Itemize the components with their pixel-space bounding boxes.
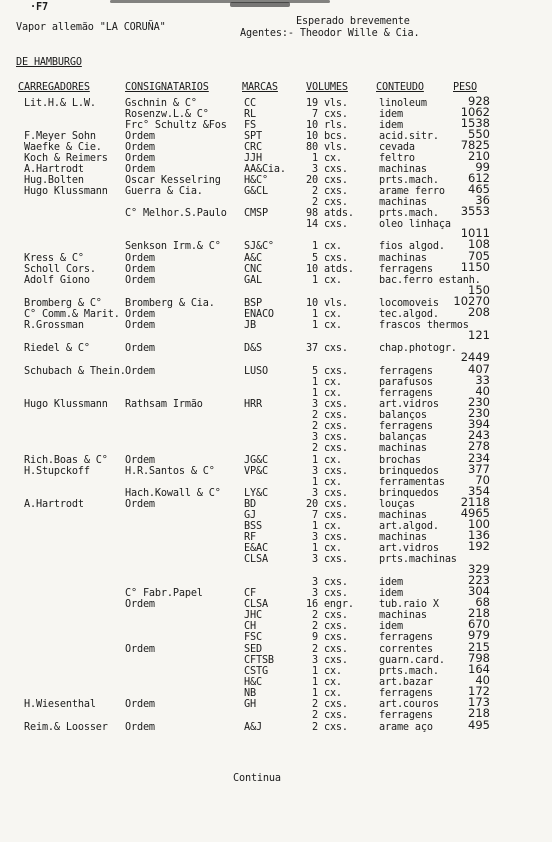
shipper-cell: Hugo Klussmann: [24, 186, 108, 197]
shipper-cell: R.Grossman: [24, 320, 84, 331]
origin-heading: DE HAMBURGO: [16, 57, 82, 68]
mark-cell: RF: [244, 532, 256, 543]
weight-cell: 7825: [460, 138, 490, 152]
volumes-cell: 1 cx.: [312, 309, 342, 320]
weight-cell: 243: [468, 428, 490, 442]
content-cell: ferragens: [379, 421, 433, 432]
mark-cell: GAL: [244, 275, 262, 286]
content-cell: idem: [379, 577, 403, 588]
content-cell: machinas: [379, 510, 427, 521]
shipper-cell: Schubach & Thein.: [24, 366, 126, 377]
volumes-cell: 10 atds.: [306, 264, 354, 275]
mark-cell: CLSA: [244, 599, 268, 610]
shipper-cell: Rich.Boas & C°: [24, 455, 108, 466]
mark-cell: CFTSB: [244, 655, 274, 666]
weight-cell: 172: [468, 684, 490, 698]
volumes-cell: 2 cxs.: [312, 710, 348, 721]
content-cell: machinas: [379, 197, 427, 208]
col-consignees: CONSIGNATARIOS: [125, 82, 209, 93]
content-cell: art.bazar: [379, 677, 433, 688]
volumes-cell: 2 cxs.: [312, 722, 348, 733]
content-cell: prts.machinas: [379, 554, 457, 565]
consignee-cell: Ordem: [125, 599, 155, 610]
consignee-cell: Ordem: [125, 366, 155, 377]
consignee-cell: Ordem: [125, 264, 155, 275]
weight-cell: 4965: [460, 506, 490, 520]
consignee-cell: Ordem: [125, 699, 155, 710]
mark-cell: SJ&C°: [244, 241, 274, 252]
content-cell: arame ferro: [379, 186, 445, 197]
mark-cell: NB: [244, 688, 256, 699]
volumes-cell: 1 cx.: [312, 275, 342, 286]
continue-note: Continua: [233, 773, 281, 784]
volumes-cell: 9 cxs.: [312, 632, 348, 643]
volumes-cell: 2 cxs.: [312, 197, 348, 208]
weight-cell: 33: [475, 373, 490, 387]
volumes-cell: 20 cxs.: [306, 499, 348, 510]
consignee-cell: Ordem: [125, 644, 155, 655]
content-cell: art.algod.: [379, 521, 439, 532]
content-cell: ferragens: [379, 388, 433, 399]
weight-cell: 329: [468, 562, 490, 576]
content-cell: parafusos: [379, 377, 433, 388]
weight-cell: 173: [468, 695, 490, 709]
weight-cell: 612: [468, 171, 490, 185]
mark-cell: BSP: [244, 298, 262, 309]
content-cell: guarn.card.: [379, 655, 445, 666]
shipper-cell: F.Meyer Sohn: [24, 131, 96, 142]
shipper-cell: Hug.Bolten: [24, 175, 84, 186]
volumes-cell: 10 bcs.: [306, 131, 348, 142]
shipper-cell: Reim.& Loosser: [24, 722, 108, 733]
col-weight: PESO: [453, 82, 477, 93]
shipper-cell: Koch & Reimers: [24, 153, 108, 164]
mark-cell: LUSO: [244, 366, 268, 377]
consignee-cell: Ordem: [125, 343, 155, 354]
volumes-cell: 20 cxs.: [306, 175, 348, 186]
content-cell: balanças: [379, 432, 427, 443]
page-mark: ·F7: [30, 2, 48, 13]
volumes-cell: 1 cx.: [312, 477, 342, 488]
weight-cell: 278: [468, 439, 490, 453]
weight-cell: 218: [468, 706, 490, 720]
content-cell: brinquedos: [379, 488, 439, 499]
weight-cell: 377: [468, 462, 490, 476]
content-cell: linoleum: [379, 98, 427, 109]
col-volumes: VOLUMES: [306, 82, 348, 93]
volumes-cell: 3 cxs.: [312, 399, 348, 410]
content-cell: art.vidros: [379, 543, 439, 554]
consignee-cell: Ordem: [125, 320, 155, 331]
weight-cell: 550: [468, 127, 490, 141]
volumes-cell: 1 cx.: [312, 455, 342, 466]
weight-cell: 465: [468, 182, 490, 196]
mark-cell: D&S: [244, 343, 262, 354]
weight-cell: 99: [475, 160, 490, 174]
shipper-cell: Lit.H.& L.W.: [24, 98, 96, 109]
mark-cell: H&C°: [244, 175, 268, 186]
content-cell: art.couros: [379, 699, 439, 710]
consignee-cell: Ordem: [125, 164, 155, 175]
consignee-cell: Senkson Irm.& C°: [125, 241, 221, 252]
col-marks: MARCAS: [242, 82, 278, 93]
weight-cell: 40: [475, 384, 490, 398]
mark-cell: GH: [244, 699, 256, 710]
weight-cell: 68: [475, 595, 490, 609]
weight-cell: 230: [468, 395, 490, 409]
consignee-cell: Ordem: [125, 309, 155, 320]
mark-cell: JHC: [244, 610, 262, 621]
content-cell: cevada: [379, 142, 415, 153]
mark-cell: SED: [244, 644, 262, 655]
volumes-cell: 37 cxs.: [306, 343, 348, 354]
weight-cell: 1150: [460, 260, 490, 274]
shipper-cell: H.Stupckoff: [24, 466, 90, 477]
content-cell: correntes: [379, 644, 433, 655]
weight-cell: 164: [468, 662, 490, 676]
volumes-cell: 3 cxs.: [312, 577, 348, 588]
content-cell: tub.raio X: [379, 599, 439, 610]
volumes-cell: 5 cxs.: [312, 253, 348, 264]
mark-cell: A&C: [244, 253, 262, 264]
content-cell: ferragens: [379, 366, 433, 377]
volumes-cell: 3 cxs.: [312, 432, 348, 443]
volumes-cell: 2 cxs.: [312, 699, 348, 710]
shipper-cell: Hugo Klussmann: [24, 399, 108, 410]
content-cell: machinas: [379, 443, 427, 454]
volumes-cell: 1 cx.: [312, 320, 342, 331]
volumes-cell: 3 cxs.: [312, 488, 348, 499]
weight-cell: 121: [468, 328, 490, 342]
weight-cell: 2449: [460, 350, 490, 364]
mark-cell: AA&Cia.: [244, 164, 286, 175]
weight-cell: 495: [468, 718, 490, 732]
content-cell: machinas: [379, 164, 427, 175]
consignee-cell: Ordem: [125, 153, 155, 164]
mark-cell: JG&C: [244, 455, 268, 466]
content-cell: feltro: [379, 153, 415, 164]
volumes-cell: 2 cxs.: [312, 443, 348, 454]
volumes-cell: 10 rls.: [306, 120, 348, 131]
shipper-cell: Adolf Giono: [24, 275, 90, 286]
volumes-cell: 1 cx.: [312, 543, 342, 554]
volumes-cell: 2 cxs.: [312, 621, 348, 632]
mark-cell: GJ: [244, 510, 256, 521]
consignee-cell: C° Fabr.Papel: [125, 588, 203, 599]
mark-cell: E&AC: [244, 543, 268, 554]
volumes-cell: 3 cxs.: [312, 554, 348, 565]
content-cell: arame aço: [379, 722, 433, 733]
weight-cell: 223: [468, 573, 490, 587]
weight-cell: 304: [468, 584, 490, 598]
weight-cell: 1011: [460, 226, 490, 240]
weight-cell: 192: [468, 539, 490, 553]
weight-cell: 100: [468, 517, 490, 531]
weight-cell: 70: [475, 473, 490, 487]
content-cell: idem: [379, 120, 403, 131]
consignee-cell: Ordem: [125, 253, 155, 264]
mark-cell: CMSP: [244, 208, 268, 219]
volumes-cell: 3 cxs.: [312, 532, 348, 543]
content-cell: chap.photogr.: [379, 343, 457, 354]
content-cell: locomoveis: [379, 298, 439, 309]
content-cell: prts.mach.: [379, 666, 439, 677]
weight-cell: 928: [468, 94, 490, 108]
content-cell: idem: [379, 621, 403, 632]
consignee-cell: Guerra & Cia.: [125, 186, 203, 197]
volumes-cell: 2 cxs.: [312, 644, 348, 655]
col-contents: CONTEUDO: [376, 82, 424, 93]
content-cell: acid.sitr.: [379, 131, 439, 142]
agents-line: Agentes:- Theodor Wille & Cia.: [240, 28, 420, 39]
consignee-cell: Rathsam Irmão: [125, 399, 203, 410]
volumes-cell: 16 engr.: [306, 599, 354, 610]
mark-cell: CLSA: [244, 554, 268, 565]
volumes-cell: 3 cxs.: [312, 466, 348, 477]
content-cell: ferragens: [379, 632, 433, 643]
volumes-cell: 2 cxs.: [312, 421, 348, 432]
volumes-cell: 19 vls.: [306, 98, 348, 109]
weight-cell: 407: [468, 362, 490, 376]
shipper-cell: Waefke & Cie.: [24, 142, 102, 153]
ship-name: Vapor allemão "LA CORUÑA": [16, 22, 166, 33]
mark-cell: CSTG: [244, 666, 268, 677]
consignee-cell: Rosenzw.L.& C°: [125, 109, 209, 120]
consignee-cell: C° Melhor.S.Paulo: [125, 208, 227, 219]
content-cell: ferragens: [379, 688, 433, 699]
weight-cell: 210: [468, 149, 490, 163]
volumes-cell: 1 cx.: [312, 666, 342, 677]
content-cell: prts.mach.: [379, 208, 439, 219]
mark-cell: FS: [244, 120, 256, 131]
consignee-cell: Ordem: [125, 499, 155, 510]
content-cell: bac.ferro estanh.: [379, 275, 481, 286]
consignee-cell: H.R.Santos & C°: [125, 466, 215, 477]
mark-cell: CC: [244, 98, 256, 109]
content-cell: fios algod.: [379, 241, 445, 252]
consignee-cell: Bromberg & Cia.: [125, 298, 215, 309]
mark-cell: ENACO: [244, 309, 274, 320]
volumes-cell: 1 cx.: [312, 241, 342, 252]
weight-cell: 1062: [460, 105, 490, 119]
content-cell: ferramentas: [379, 477, 445, 488]
consignee-cell: Hach.Kowall & C°: [125, 488, 221, 499]
volumes-cell: 1 cx.: [312, 153, 342, 164]
weight-cell: 136: [468, 528, 490, 542]
weight-cell: 218: [468, 606, 490, 620]
volumes-cell: 2 cxs.: [312, 186, 348, 197]
content-cell: machinas: [379, 253, 427, 264]
content-cell: ferragens: [379, 264, 433, 275]
mark-cell: CNC: [244, 264, 262, 275]
shipper-cell: A.Hartrodt: [24, 164, 84, 175]
consignee-cell: Ordem: [125, 275, 155, 286]
weight-cell: 2118: [460, 495, 490, 509]
weight-cell: 394: [468, 417, 490, 431]
content-cell: prts.mach.: [379, 175, 439, 186]
shipper-cell: H.Wiesenthal: [24, 699, 96, 710]
content-cell: machinas: [379, 532, 427, 543]
volumes-cell: 3 cxs.: [312, 164, 348, 175]
volumes-cell: 1 cx.: [312, 688, 342, 699]
content-cell: oleo linhaça: [379, 219, 451, 230]
weight-cell: 10270: [453, 294, 490, 308]
mark-cell: CF: [244, 588, 256, 599]
consignee-cell: Gschnin & C°: [125, 98, 197, 109]
content-cell: idem: [379, 109, 403, 120]
consignee-cell: Ordem: [125, 722, 155, 733]
mark-cell: BD: [244, 499, 256, 510]
weight-cell: 230: [468, 406, 490, 420]
volumes-cell: 5 cxs.: [312, 366, 348, 377]
mark-cell: H&C: [244, 677, 262, 688]
shipper-cell: Bromberg & C°: [24, 298, 102, 309]
content-cell: tec.algod.: [379, 309, 439, 320]
weight-cell: 798: [468, 651, 490, 665]
consignee-cell: Ordem: [125, 131, 155, 142]
weight-cell: 108: [468, 237, 490, 251]
volumes-cell: 1 cx.: [312, 377, 342, 388]
weight-cell: 354: [468, 484, 490, 498]
mark-cell: CH: [244, 621, 256, 632]
volumes-cell: 3 cxs.: [312, 588, 348, 599]
content-cell: frascos thermos: [379, 320, 469, 331]
volumes-cell: 2 cxs.: [312, 410, 348, 421]
content-cell: art.vidros: [379, 399, 439, 410]
mark-cell: RL: [244, 109, 256, 120]
volumes-cell: 1 cx.: [312, 677, 342, 688]
consignee-cell: Ordem: [125, 142, 155, 153]
mark-cell: HRR: [244, 399, 262, 410]
consignee-cell: Ordem: [125, 455, 155, 466]
mark-cell: A&J: [244, 722, 262, 733]
content-cell: machinas: [379, 610, 427, 621]
shipper-cell: A.Hartrodt: [24, 499, 84, 510]
consignee-cell: Frc° Schultz &Fos: [125, 120, 227, 131]
weight-cell: 705: [468, 249, 490, 263]
weight-cell: 36: [475, 193, 490, 207]
mark-cell: BSS: [244, 521, 262, 532]
volumes-cell: 10 vls.: [306, 298, 348, 309]
weight-cell: 979: [468, 628, 490, 642]
expected-note: Esperado brevemente: [296, 16, 410, 27]
weight-cell: 215: [468, 640, 490, 654]
mark-cell: JB: [244, 320, 256, 331]
mark-cell: FSC: [244, 632, 262, 643]
weight-cell: 40: [475, 673, 490, 687]
mark-cell: VP&C: [244, 466, 268, 477]
content-cell: balanços: [379, 410, 427, 421]
shipper-cell: Kress & C°: [24, 253, 84, 264]
weight-cell: 3553: [460, 204, 490, 218]
volumes-cell: 80 vls.: [306, 142, 348, 153]
volumes-cell: 7 cxs.: [312, 510, 348, 521]
shipper-cell: Riedel & C°: [24, 343, 90, 354]
content-cell: brochas: [379, 455, 421, 466]
content-cell: brinquedos: [379, 466, 439, 477]
volumes-cell: 1 cx.: [312, 388, 342, 399]
consignee-cell: Oscar Kesselring: [125, 175, 221, 186]
shipper-cell: C° Comm.& Marit.: [24, 309, 120, 320]
volumes-cell: 14 cxs.: [306, 219, 348, 230]
shipper-cell: Scholl Cors.: [24, 264, 96, 275]
weight-cell: 234: [468, 451, 490, 465]
mark-cell: G&CL: [244, 186, 268, 197]
content-cell: idem: [379, 588, 403, 599]
col-shippers: CARREGADORES: [18, 82, 90, 93]
volumes-cell: 3 cxs.: [312, 655, 348, 666]
weight-cell: 208: [468, 305, 490, 319]
weight-cell: 1538: [460, 116, 490, 130]
volumes-cell: 2 cxs.: [312, 610, 348, 621]
weight-cell: 150: [468, 283, 490, 297]
mark-cell: SPT: [244, 131, 262, 142]
content-cell: ferragens: [379, 710, 433, 721]
mark-cell: CRC: [244, 142, 262, 153]
volumes-cell: 98 atds.: [306, 208, 354, 219]
content-cell: louças: [379, 499, 415, 510]
mark-cell: JJH: [244, 153, 262, 164]
mark-cell: LY&C: [244, 488, 268, 499]
weight-cell: 670: [468, 617, 490, 631]
volumes-cell: 7 cxs.: [312, 109, 348, 120]
volumes-cell: 1 cx.: [312, 521, 342, 532]
